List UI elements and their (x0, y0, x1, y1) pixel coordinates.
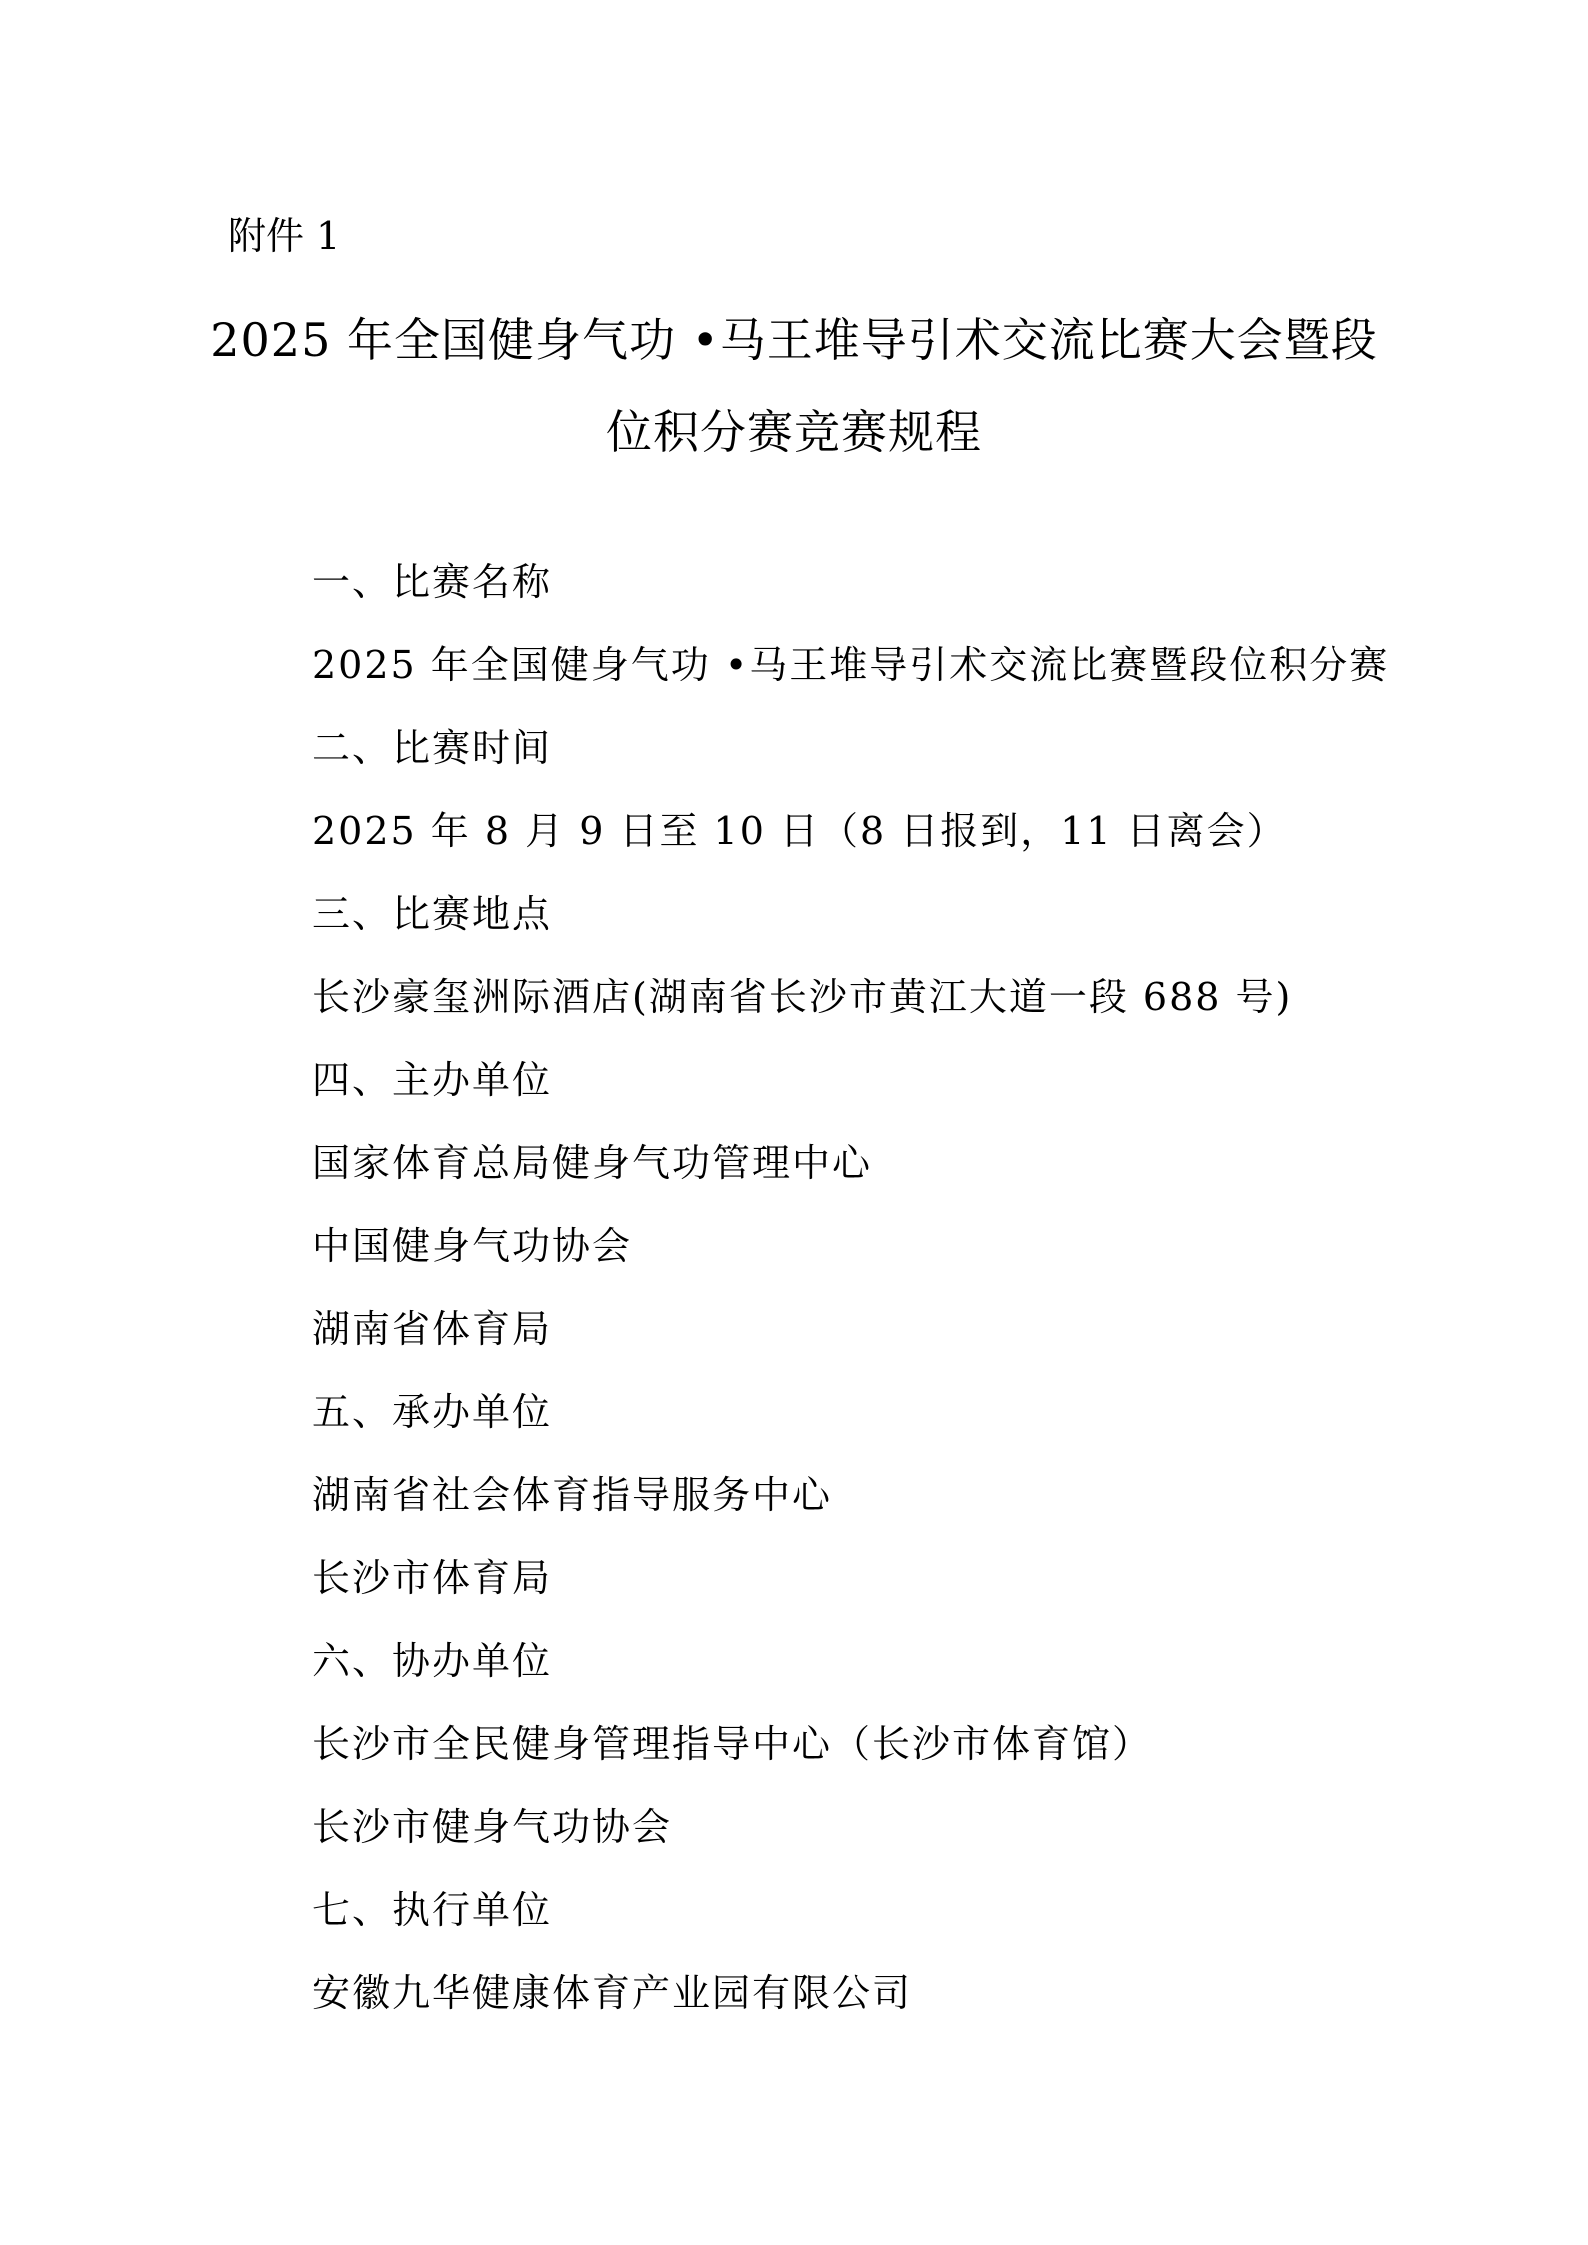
co-organizer-item: 长沙市全民健身管理指导中心（长沙市体育馆） (312, 1722, 1153, 1766)
document-title (210, 294, 1378, 478)
title-line-2: 位积分赛竞赛规程 (606, 405, 982, 459)
attachment-label: 附件 1 (228, 214, 341, 258)
co-organizer-item: 长沙市健身气功协会 (312, 1805, 673, 1849)
section-heading-venue: 三、比赛地点 (312, 892, 553, 936)
host-item: 湖南省社会体育指导服务中心 (312, 1473, 833, 1517)
organizer-item: 中国健身气功协会 (312, 1224, 633, 1268)
section-heading-hosts: 五、承办单位 (312, 1390, 553, 1434)
host-item: 长沙市体育局 (312, 1556, 553, 1600)
document-body (312, 554, 1392, 2048)
organizer-item: 湖南省体育局 (312, 1307, 553, 1351)
organizer-item: 国家体育总局健身气功管理中心 (312, 1141, 873, 1185)
competition-time: 2025 年 8 月 9 日至 10 日（8 日报到，11 日离会） (312, 809, 1287, 853)
executor-item: 安徽九华健康体育产业园有限公司 (312, 1971, 913, 2015)
section-heading-organizers: 四、主办单位 (312, 1058, 553, 1102)
section-heading-co-organizers: 六、协办单位 (312, 1639, 553, 1683)
title-line-1: 2025 年全国健身气功 •马王堆导引术交流比赛大会暨段 (210, 313, 1378, 367)
competition-venue: 长沙豪玺洲际酒店(湖南省长沙市黄江大道一段 688 号) (312, 975, 1293, 1019)
competition-name: 2025 年全国健身气功 •马王堆导引术交流比赛暨段位积分赛 (312, 643, 1390, 687)
section-heading-name: 一、比赛名称 (312, 560, 553, 604)
section-heading-executor: 七、执行单位 (312, 1888, 553, 1932)
section-heading-time: 二、比赛时间 (312, 726, 553, 770)
